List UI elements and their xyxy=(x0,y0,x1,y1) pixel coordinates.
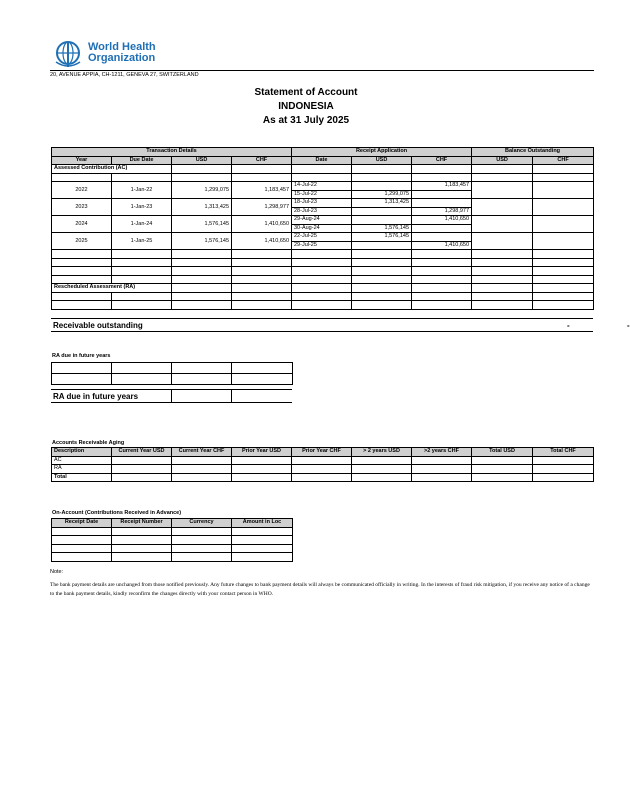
table-row xyxy=(52,182,594,191)
receipt-usd: 1,576,145 xyxy=(352,224,412,233)
receipt-chf xyxy=(412,224,472,233)
table-row xyxy=(52,374,293,385)
aging-col-over2-usd: > 2 years USD xyxy=(352,448,412,457)
aging-header-row xyxy=(52,448,594,457)
receipt-date: 30-Aug-24 xyxy=(292,224,352,233)
table-row xyxy=(52,233,594,242)
spacer-row xyxy=(52,275,594,284)
table-row xyxy=(52,363,293,374)
receivable-label: Receivable outstanding xyxy=(53,321,143,330)
receipt-date: 22-Jul-25 xyxy=(292,233,352,242)
aging-col-total-usd: Total USD xyxy=(472,448,533,457)
note-text: The bank payment details are unchanged from those notified previously. Any future changes to bank payment details will always be communicated officially in writing. In the interests of fraud risk mitigation, if you receive any notice of a change to the bank payment details, kindly reconfirm the changes directly with your contact person in WHO. xyxy=(50,582,590,597)
table-row xyxy=(52,536,293,545)
row-year: 2023 xyxy=(52,199,112,216)
receipt-chf: 1,183,457 xyxy=(412,182,472,191)
row-year: 2025 xyxy=(52,233,112,250)
aging-row-label: RA xyxy=(52,465,112,474)
row-year: 2022 xyxy=(52,182,112,199)
who-logo xyxy=(52,40,292,70)
row-usd: 1,576,145 xyxy=(172,233,232,250)
receipt-usd xyxy=(352,207,412,216)
col-usd: USD xyxy=(172,156,232,165)
spacer-row xyxy=(52,173,594,182)
column-header-row xyxy=(52,156,594,165)
aging-col-prior-chf: Prior Year CHF xyxy=(292,448,352,457)
col-year: Year xyxy=(52,156,112,165)
divider xyxy=(231,390,232,402)
aging-col-over2-chf: >2 years CHF xyxy=(412,448,472,457)
group-receipt-application: Receipt Application xyxy=(292,148,472,157)
statement-country: INDONESIA xyxy=(278,101,334,112)
receipt-usd xyxy=(352,241,412,250)
col-balance-usd: USD xyxy=(472,156,533,165)
row-due-date: 1-Jan-24 xyxy=(112,216,172,233)
receipt-chf: 1,410,650 xyxy=(412,241,472,250)
row-chf: 1,183,457 xyxy=(232,182,292,199)
receipt-chf xyxy=(412,233,472,242)
aging-col-current-usd: Current Year USD xyxy=(112,448,172,457)
receipt-date: 28-Jul-23 xyxy=(292,207,352,216)
receipt-usd: 1,299,075 xyxy=(352,190,412,199)
ra-future-label: RA due in future years xyxy=(52,353,111,359)
org-address: 20, AVENUE APPIA, CH-1211, GENEVA 27, SWITZERLAND xyxy=(50,72,199,78)
col-receipt-date: Receipt Date xyxy=(52,519,112,528)
on-account-table xyxy=(51,518,293,562)
org-name-line1: World Health xyxy=(88,41,156,53)
receipt-chf xyxy=(412,199,472,208)
receipt-chf: 1,410,650 xyxy=(412,216,472,225)
org-name-line2: Organization xyxy=(88,52,156,64)
col-due-date: Due Date xyxy=(112,156,172,165)
col-chf: CHF xyxy=(232,156,292,165)
section-ac-row xyxy=(52,165,594,174)
section-ra-label: Rescheduled Assessment (RA) xyxy=(52,284,172,293)
aging-table xyxy=(51,447,594,482)
group-header-row xyxy=(52,148,594,157)
receipt-date: 29-Aug-24 xyxy=(292,216,352,225)
aging-col-current-chf: Current Year CHF xyxy=(172,448,232,457)
table-row xyxy=(52,216,594,225)
receipt-date: 18-Jul-23 xyxy=(292,199,352,208)
who-emblem-icon xyxy=(52,40,84,70)
col-receipt-date: Date xyxy=(292,156,352,165)
table-row xyxy=(52,553,293,562)
on-account-header-row xyxy=(52,519,293,528)
section-ra-row xyxy=(52,284,594,293)
aging-row-label: Total xyxy=(52,473,112,482)
row-chf: 1,410,650 xyxy=(232,216,292,233)
col-balance-chf: CHF xyxy=(533,156,594,165)
aging-col-prior-usd: Prior Year USD xyxy=(232,448,292,457)
spacer-row xyxy=(52,301,594,310)
ra-future-total-row xyxy=(51,389,292,403)
spacer-row xyxy=(52,258,594,267)
ra-future-total-label: RA due in future years xyxy=(53,392,139,401)
row-chf: 1,410,650 xyxy=(232,233,292,250)
aging-title: Accounts Receivable Aging xyxy=(52,440,125,446)
org-name xyxy=(88,42,156,64)
ra-future-table xyxy=(51,362,293,385)
table-row xyxy=(52,544,293,553)
divider xyxy=(171,390,172,402)
receipt-chf: 1,298,977 xyxy=(412,207,472,216)
section-ac-label: Assessed Contribution (AC) xyxy=(52,165,172,174)
receipt-date: 29-Jul-25 xyxy=(292,241,352,250)
receivable-outstanding-row xyxy=(51,318,630,332)
spacer-row xyxy=(52,267,594,276)
receivable-chf: - xyxy=(627,321,630,330)
aging-row-label: AC xyxy=(52,456,112,465)
table-row xyxy=(52,199,594,208)
statement-title: Statement of Account xyxy=(254,87,358,98)
row-due-date: 1-Jan-23 xyxy=(112,199,172,216)
col-receipt-chf: CHF xyxy=(412,156,472,165)
col-receipt-number: Receipt Number xyxy=(112,519,172,528)
row-chf: 1,298,977 xyxy=(232,199,292,216)
receipt-date: 15-Jul-22 xyxy=(292,190,352,199)
row-year: 2024 xyxy=(52,216,112,233)
col-currency: Currency xyxy=(172,519,232,528)
spacer-row xyxy=(52,292,594,301)
row-due-date: 1-Jan-25 xyxy=(112,233,172,250)
table-row xyxy=(52,527,293,536)
row-usd: 1,576,145 xyxy=(172,216,232,233)
receipt-usd xyxy=(352,216,412,225)
receipt-usd xyxy=(352,182,412,191)
note-label: Note: xyxy=(50,569,64,575)
receipt-date: 14-Jul-22 xyxy=(292,182,352,191)
row-usd: 1,299,075 xyxy=(172,182,232,199)
header-rule xyxy=(50,70,594,71)
group-balance-outstanding: Balance Outstanding xyxy=(472,148,594,157)
col-amount-in-loc: Amount in Loc xyxy=(232,519,293,528)
spacer-row xyxy=(52,250,594,259)
aging-col-total-chf: Total CHF xyxy=(533,448,594,457)
group-transaction-details: Transaction Details xyxy=(52,148,292,157)
on-account-title: On-Account (Contributions Received in Advance) xyxy=(52,510,182,516)
receivable-usd: - xyxy=(567,321,570,330)
table-row xyxy=(52,456,594,465)
col-receipt-usd: USD xyxy=(352,156,412,165)
table-row xyxy=(52,473,594,482)
row-due-date: 1-Jan-22 xyxy=(112,182,172,199)
row-usd: 1,313,425 xyxy=(172,199,232,216)
aging-col-description: Description xyxy=(52,448,112,457)
table-row xyxy=(52,465,594,474)
statement-table xyxy=(51,147,594,310)
receipt-chf xyxy=(412,190,472,199)
statement-date: As at 31 July 2025 xyxy=(262,115,350,126)
receipt-usd: 1,313,425 xyxy=(352,199,412,208)
receipt-usd: 1,576,145 xyxy=(352,233,412,242)
